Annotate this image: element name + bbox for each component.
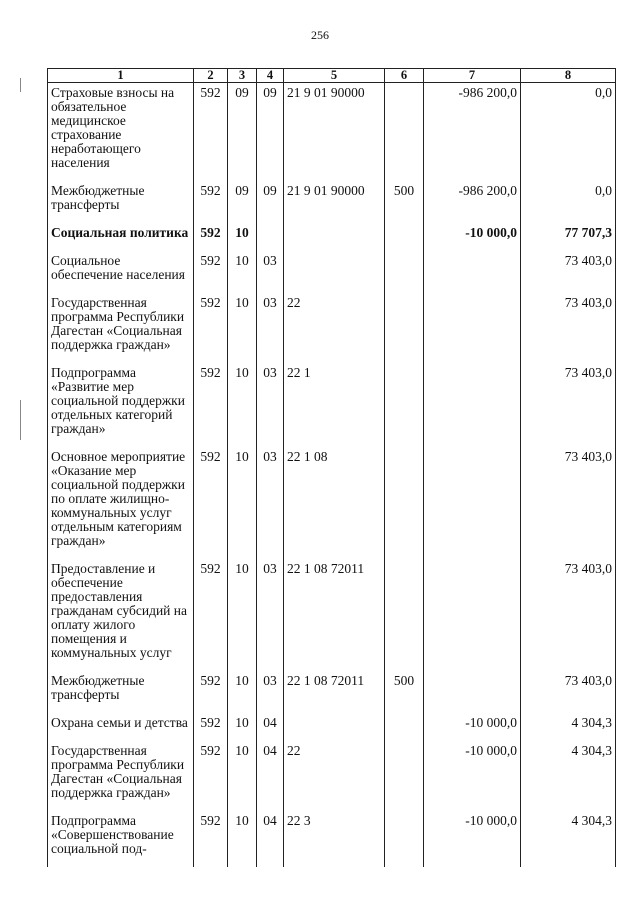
section-cell: 10 [228,713,257,741]
amount-cell: 73 403,0 [521,363,616,447]
target-article-cell: 22 1 08 72011 [284,671,385,713]
row-name-cell: Государственная программа Республики Дагестан «Социальная поддержка граждан» [48,741,194,811]
code-cell: 592 [194,811,228,867]
amount-change-cell [424,363,521,447]
target-article-cell: 22 [284,741,385,811]
expense-type-cell [385,293,424,363]
code-cell: 592 [194,83,228,182]
column-header: 8 [521,69,616,83]
section-cell: 10 [228,251,257,293]
amount-change-cell: -10 000,0 [424,811,521,867]
code-cell: 592 [194,181,228,223]
row-name-cell: Социальная политика [48,223,194,251]
amount-change-cell [424,293,521,363]
target-article-cell: 22 1 08 72011 [284,559,385,671]
amount-cell: 73 403,0 [521,671,616,713]
table-row [48,251,616,293]
expense-type-cell [385,251,424,293]
section-cell: 09 [228,181,257,223]
amount-cell: 0,0 [521,181,616,223]
column-header: 4 [257,69,284,83]
column-header: 5 [284,69,385,83]
scan-margin-line [20,400,21,440]
code-cell: 592 [194,223,228,251]
column-header: 7 [424,69,521,83]
row-name-cell: Подпрограмма «Развитие мер социальной поддержки отдельных категорий граждан» [48,363,194,447]
column-header: 2 [194,69,228,83]
code-cell: 592 [194,293,228,363]
expense-type-cell [385,811,424,867]
amount-cell: 0,0 [521,83,616,182]
code-cell: 592 [194,741,228,811]
expense-type-cell [385,363,424,447]
table-row [48,811,616,867]
amount-change-cell: -986 200,0 [424,181,521,223]
amount-change-cell [424,671,521,713]
section-cell: 10 [228,811,257,867]
amount-cell: 4 304,3 [521,811,616,867]
table-row [48,83,616,182]
row-name-cell: Социальное обеспечение населения [48,251,194,293]
amount-change-cell [424,251,521,293]
table-row [48,741,616,811]
table-row [48,447,616,559]
subsection-cell: 04 [257,741,284,811]
expense-type-cell [385,83,424,182]
target-article-cell: 22 1 [284,363,385,447]
amount-change-cell: -10 000,0 [424,741,521,811]
code-cell: 592 [194,363,228,447]
scan-margin-line [20,78,21,92]
amount-change-cell: -986 200,0 [424,83,521,182]
table-row [48,293,616,363]
section-cell: 10 [228,223,257,251]
table-row [48,713,616,741]
amount-cell: 73 403,0 [521,447,616,559]
expense-type-cell: 500 [385,181,424,223]
budget-table [47,68,616,867]
row-name-cell: Основное мероприятие «Оказание мер социальной поддержки по оплате жилищно-коммунальных услуг отдельным категориям граждан» [48,447,194,559]
subsection-cell: 03 [257,559,284,671]
expense-type-cell [385,223,424,251]
table-row [48,181,616,223]
row-name-cell: Государственная программа Республики Дагестан «Социальная поддержка граждан» [48,293,194,363]
column-number-row [48,69,616,83]
subsection-cell: 03 [257,293,284,363]
amount-change-cell [424,447,521,559]
row-name-cell: Охрана семьи и детства [48,713,194,741]
amount-cell: 73 403,0 [521,251,616,293]
column-header: 3 [228,69,257,83]
row-name-cell: Предоставление и обеспечение предоставления гражданам субсидий на оплату жилого помещения и коммунальных услуг [48,559,194,671]
column-header: 6 [385,69,424,83]
table-row [48,671,616,713]
target-article-cell [284,223,385,251]
section-cell: 10 [228,671,257,713]
table-body [48,83,616,868]
section-cell: 10 [228,293,257,363]
section-cell: 10 [228,559,257,671]
amount-cell: 4 304,3 [521,741,616,811]
row-name-cell: Межбюджетные трансферты [48,181,194,223]
subsection-cell: 09 [257,83,284,182]
expense-type-cell [385,741,424,811]
section-cell: 09 [228,83,257,182]
expense-type-cell: 500 [385,671,424,713]
target-article-cell: 22 [284,293,385,363]
section-cell: 10 [228,447,257,559]
amount-change-cell [424,559,521,671]
section-cell: 10 [228,741,257,811]
subsection-cell: 03 [257,447,284,559]
code-cell: 592 [194,713,228,741]
target-article-cell [284,713,385,741]
expense-type-cell [385,447,424,559]
code-cell: 592 [194,251,228,293]
amount-cell: 73 403,0 [521,293,616,363]
table-row [48,363,616,447]
table-row [48,223,616,251]
code-cell: 592 [194,559,228,671]
amount-cell: 73 403,0 [521,559,616,671]
subsection-cell [257,223,284,251]
row-name-cell: Подпрограмма «Совершенствование социальной под- [48,811,194,867]
amount-cell: 77 707,3 [521,223,616,251]
subsection-cell: 03 [257,251,284,293]
target-article-cell: 21 9 01 90000 [284,181,385,223]
expense-type-cell [385,559,424,671]
row-name-cell: Межбюджетные трансферты [48,671,194,713]
subsection-cell: 03 [257,363,284,447]
table-row [48,559,616,671]
page-number: 256 [311,28,329,42]
expense-type-cell [385,713,424,741]
section-cell: 10 [228,363,257,447]
code-cell: 592 [194,447,228,559]
row-name-cell: Страховые взносы на обязательное медицинское страхование неработающего населения [48,83,194,182]
target-article-cell [284,251,385,293]
target-article-cell: 22 1 08 [284,447,385,559]
code-cell: 592 [194,671,228,713]
target-article-cell: 21 9 01 90000 [284,83,385,182]
subsection-cell: 09 [257,181,284,223]
subsection-cell: 03 [257,671,284,713]
amount-cell: 4 304,3 [521,713,616,741]
amount-change-cell: -10 000,0 [424,713,521,741]
target-article-cell: 22 3 [284,811,385,867]
amount-change-cell: -10 000,0 [424,223,521,251]
subsection-cell: 04 [257,713,284,741]
subsection-cell: 04 [257,811,284,867]
column-header: 1 [48,69,194,83]
